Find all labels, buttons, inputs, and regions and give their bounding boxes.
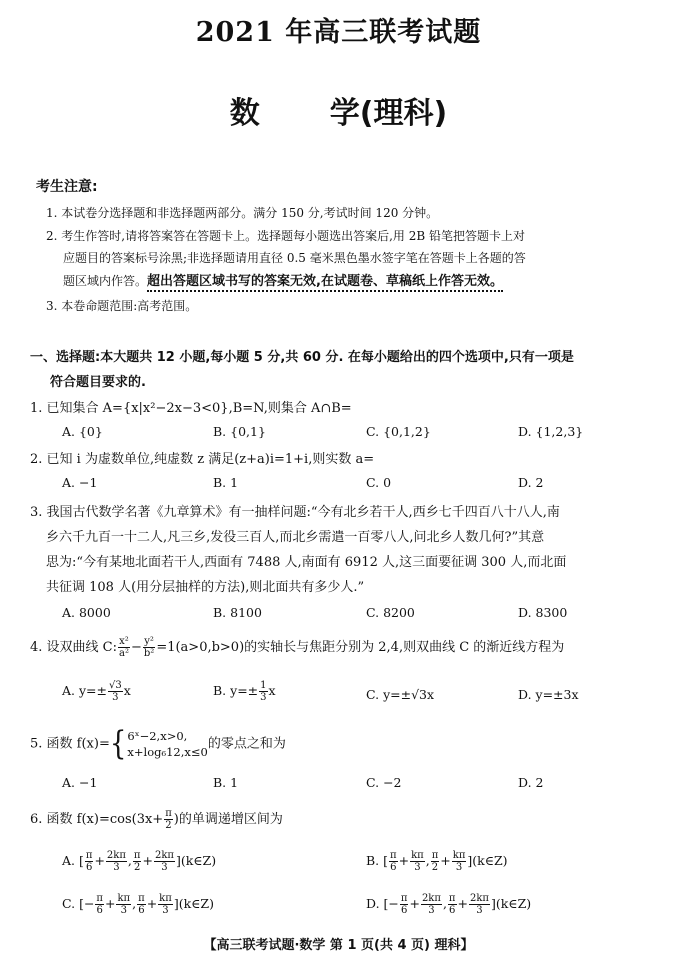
question-4-stem-post: =1(a>0,b>0)的实轴长与焦距分别为 2,4,则双曲线 C 的渐近线方程为 xyxy=(156,640,565,655)
fraction xyxy=(137,893,146,916)
fraction xyxy=(133,850,142,873)
option-label: C. [− xyxy=(62,896,95,911)
fraction-numerator: π xyxy=(96,893,103,904)
question-5-option-b: B. 1 xyxy=(213,775,239,790)
question-3-line-3: 思为:“今有某地北面若干人,西面有 7488 人,南面有 6912 人,这三面要征调 300 人,而北面 xyxy=(46,555,567,570)
option-tail: ](k∈Z) xyxy=(467,853,508,868)
fraction-numerator: π xyxy=(85,850,93,861)
left-brace-icon: { xyxy=(109,725,127,763)
notice-item-1: 1. 本试卷分选择题和非选择题两部分。满分 150 分,考试时间 120 分钟。 xyxy=(46,206,439,220)
fraction-numerator: √3 xyxy=(108,680,122,691)
option-tail: ](k∈Z) xyxy=(175,853,217,868)
subject-title-left: 数 xyxy=(229,96,260,131)
question-1-stem: 1. 已知集合 A={x|x²−2x−3<0},B=N,则集合 A∩B= xyxy=(30,401,352,416)
question-5-stem-post: 的零点之和为 xyxy=(207,736,286,752)
notice-item-2-line-3-pre: 题区域内作答。 xyxy=(63,274,148,288)
fraction-denominator: 3 xyxy=(113,862,120,873)
notice-heading: 考生注意: xyxy=(36,179,98,195)
plus-sign: + xyxy=(146,896,158,911)
notice-item-2-line-3 xyxy=(63,274,503,289)
subject-title-right: 学(理科) xyxy=(329,96,448,131)
fraction xyxy=(154,850,175,873)
plus-sign: + xyxy=(398,853,410,868)
fraction xyxy=(448,893,457,916)
fraction-numerator: π xyxy=(390,850,397,861)
fraction xyxy=(259,680,267,703)
question-4-option-b xyxy=(213,680,276,703)
question-1-option-b: B. {0,1} xyxy=(213,424,266,439)
fraction-denominator: 3 xyxy=(120,905,127,916)
fraction xyxy=(108,680,123,703)
option-label: D. [− xyxy=(366,896,399,911)
fraction-numerator: 1 xyxy=(260,680,267,691)
fraction-numerator: π xyxy=(138,893,145,904)
piecewise-case-2: x+log₆12,x≤0 xyxy=(127,745,208,759)
fraction xyxy=(410,850,425,873)
plus-sign: + xyxy=(409,896,420,911)
question-6-option-c xyxy=(62,893,214,916)
question-2-option-c: C. 0 xyxy=(366,475,392,490)
question-4-stem-pre: 4. 设双曲线 C: xyxy=(30,640,117,655)
fraction-denominator: 3 xyxy=(162,905,169,916)
question-3-option-c: C. 8200 xyxy=(366,605,415,620)
fraction-denominator: 6 xyxy=(138,905,145,916)
fraction-denominator: 3 xyxy=(112,692,119,703)
question-2-stem: 2. 已知 i 为虚数单位,纯虚数 z 满足(z+a)i=1+i,则实数 a= xyxy=(30,452,375,467)
question-5-option-a: A. −1 xyxy=(62,775,98,790)
fraction-denominator: 3 xyxy=(260,692,267,703)
fraction-numerator: π xyxy=(165,808,172,819)
question-3-line-1: 3. 我国古代数学名著《九章算术》有一抽样问题:“今有北乡若干人,西乡七千四百八十八人,南 xyxy=(30,505,560,520)
question-5-option-d: D. 2 xyxy=(518,775,544,790)
question-4-stem: 4. 设双曲线 C: $\frac{\text{x²}}{\text{a²}}$ − $\frac{\text{y²}}{\text{b²}}$ =1(a>0,b>0)的实轴长与焦距分别为 2,4,则双曲线 C 的渐近线方程为 xyxy=(30,636,565,659)
notice-warning: 超出答题区域书写的答案无效,在试题卷、草稿纸上作答无效。 xyxy=(147,274,503,292)
fraction-numerator: kπ xyxy=(159,893,172,904)
fraction-denominator: 6 xyxy=(400,905,408,916)
fraction xyxy=(400,893,409,916)
question-6-option-b xyxy=(366,850,508,873)
fraction-numerator: 2kπ xyxy=(106,850,126,861)
notice-item-2-line-2: 应题目的答案标号涂黑;非选择题请用直径 0.5 毫米黑色墨水签字笔在答题卡上各题的答 xyxy=(63,251,526,265)
question-3-option-b: B. 8100 xyxy=(213,605,262,620)
option-suffix: x xyxy=(268,683,276,698)
fraction xyxy=(431,850,440,873)
fraction-denominator: 3 xyxy=(414,862,421,873)
plus-sign: + xyxy=(142,853,153,868)
piecewise-case-1: 6ˣ−2,x>0, xyxy=(127,729,188,743)
fraction-denominator: 3 xyxy=(476,905,483,916)
fraction-denominator: 3 xyxy=(161,862,168,873)
fraction xyxy=(143,636,155,659)
section-1-heading-line-2: 符合题目要求的. xyxy=(50,375,146,390)
notice-item-3: 3. 本卷命题范围:高考范围。 xyxy=(46,299,198,313)
comma: , xyxy=(442,896,447,911)
fraction-numerator: kπ xyxy=(411,850,424,861)
fraction-denominator: 2 xyxy=(431,862,439,873)
fraction-numerator: kπ xyxy=(452,850,466,861)
question-5-option-c: C. −2 xyxy=(366,775,402,790)
fraction-numerator: π xyxy=(133,850,141,861)
question-4-option-c: C. y=±√3x xyxy=(366,687,435,702)
option-suffix: x xyxy=(123,683,131,698)
page-footer: 【高三联考试题·数学 第 1 页(共 4 页) 理科】 xyxy=(203,938,474,953)
fraction xyxy=(116,893,131,916)
exam-title: 2021 年高三联考试题 xyxy=(195,17,482,48)
fraction-numerator: y² xyxy=(144,636,154,647)
question-3-option-a: A. 8000 xyxy=(62,605,111,620)
comma: , xyxy=(127,853,132,868)
option-label: A. [ xyxy=(62,853,84,868)
fraction-denominator: 6 xyxy=(449,905,456,916)
question-3-line-4: 共征调 108 人(用分层抽样的方法),则北面共有多少人.” xyxy=(46,580,365,595)
fraction xyxy=(118,636,130,659)
question-2-option-d: D. 2 xyxy=(518,475,544,490)
option-prefix: B. y=± xyxy=(213,683,259,698)
fraction-denominator: 6 xyxy=(390,862,397,873)
fraction-denominator: b² xyxy=(143,648,155,659)
subject-title xyxy=(0,88,677,132)
plus-sign: + xyxy=(440,853,451,868)
question-5-stem xyxy=(30,725,286,763)
fraction-numerator: π xyxy=(400,893,408,904)
fraction xyxy=(95,893,104,916)
section-1-heading-line-1: 一、选择题:本大题共 12 小题,每小题 5 分,共 60 分. 在每小题给出的四个选项中,只有一项是 xyxy=(30,350,574,365)
question-6-stem-post: )的单调递增区间为 xyxy=(173,812,283,827)
fraction xyxy=(85,850,94,873)
question-6-option-a xyxy=(62,850,216,873)
fraction-denominator: 2 xyxy=(165,820,172,831)
fraction-numerator: π xyxy=(431,850,439,861)
fraction-numerator: x² xyxy=(119,636,129,647)
fraction xyxy=(469,893,490,916)
fraction-numerator: 2kπ xyxy=(154,850,174,861)
fraction xyxy=(164,808,173,831)
question-2-option-b: B. 1 xyxy=(213,475,239,490)
fraction xyxy=(421,893,442,916)
option-tail: ](k∈Z) xyxy=(490,896,532,911)
question-4-option-a xyxy=(62,680,131,703)
question-2-option-a: A. −1 xyxy=(62,475,98,490)
fraction xyxy=(158,893,173,916)
fraction-numerator: π xyxy=(448,893,456,904)
fraction-denominator: 3 xyxy=(428,905,435,916)
comma: , xyxy=(425,853,430,868)
piecewise-cases xyxy=(127,728,207,760)
question-4-option-d: D. y=±3x xyxy=(518,687,579,702)
fraction xyxy=(106,850,127,873)
question-1-option-a: A. {0} xyxy=(62,424,103,439)
fraction-numerator: kπ xyxy=(117,893,131,904)
question-5-stem-pre: 5. 函数 f(x)= xyxy=(30,736,110,752)
fraction xyxy=(389,850,398,873)
question-6-option-d xyxy=(366,893,531,916)
plus-sign: + xyxy=(94,853,105,868)
fraction-denominator: 6 xyxy=(96,905,103,916)
question-3-option-d: D. 8300 xyxy=(518,605,568,620)
question-6-stem xyxy=(30,808,283,831)
plus-sign: + xyxy=(105,896,116,911)
question-1-option-d: D. {1,2,3} xyxy=(518,424,584,439)
option-tail: ](k∈Z) xyxy=(173,896,214,911)
question-3-line-2: 乡六千九百一十二人,凡三乡,发役三百人,而北乡需遣一百零八人,问北乡人数几何?”其意 xyxy=(46,530,545,545)
option-label: B. [ xyxy=(366,853,389,868)
fraction-denominator: a² xyxy=(119,648,129,659)
fraction-denominator: 6 xyxy=(85,862,93,873)
fraction-denominator: 2 xyxy=(134,862,141,873)
question-6-stem-pre: 6. 函数 f(x)=cos(3x+ xyxy=(30,812,164,827)
comma: , xyxy=(132,896,137,911)
fraction xyxy=(452,850,467,873)
question-1-option-c: C. {0,1,2} xyxy=(366,424,431,439)
plus-sign: + xyxy=(457,896,468,911)
fraction-numerator: 2kπ xyxy=(469,893,489,904)
fraction-numerator: 2kπ xyxy=(421,893,441,904)
option-prefix: A. y=± xyxy=(62,683,107,698)
notice-item-2-line-1: 2. 考生作答时,请将答案答在答题卡上。选择题每小题选出答案后,用 2B 铅笔把答题卡上对 xyxy=(46,229,525,243)
fraction-denominator: 3 xyxy=(455,862,463,873)
